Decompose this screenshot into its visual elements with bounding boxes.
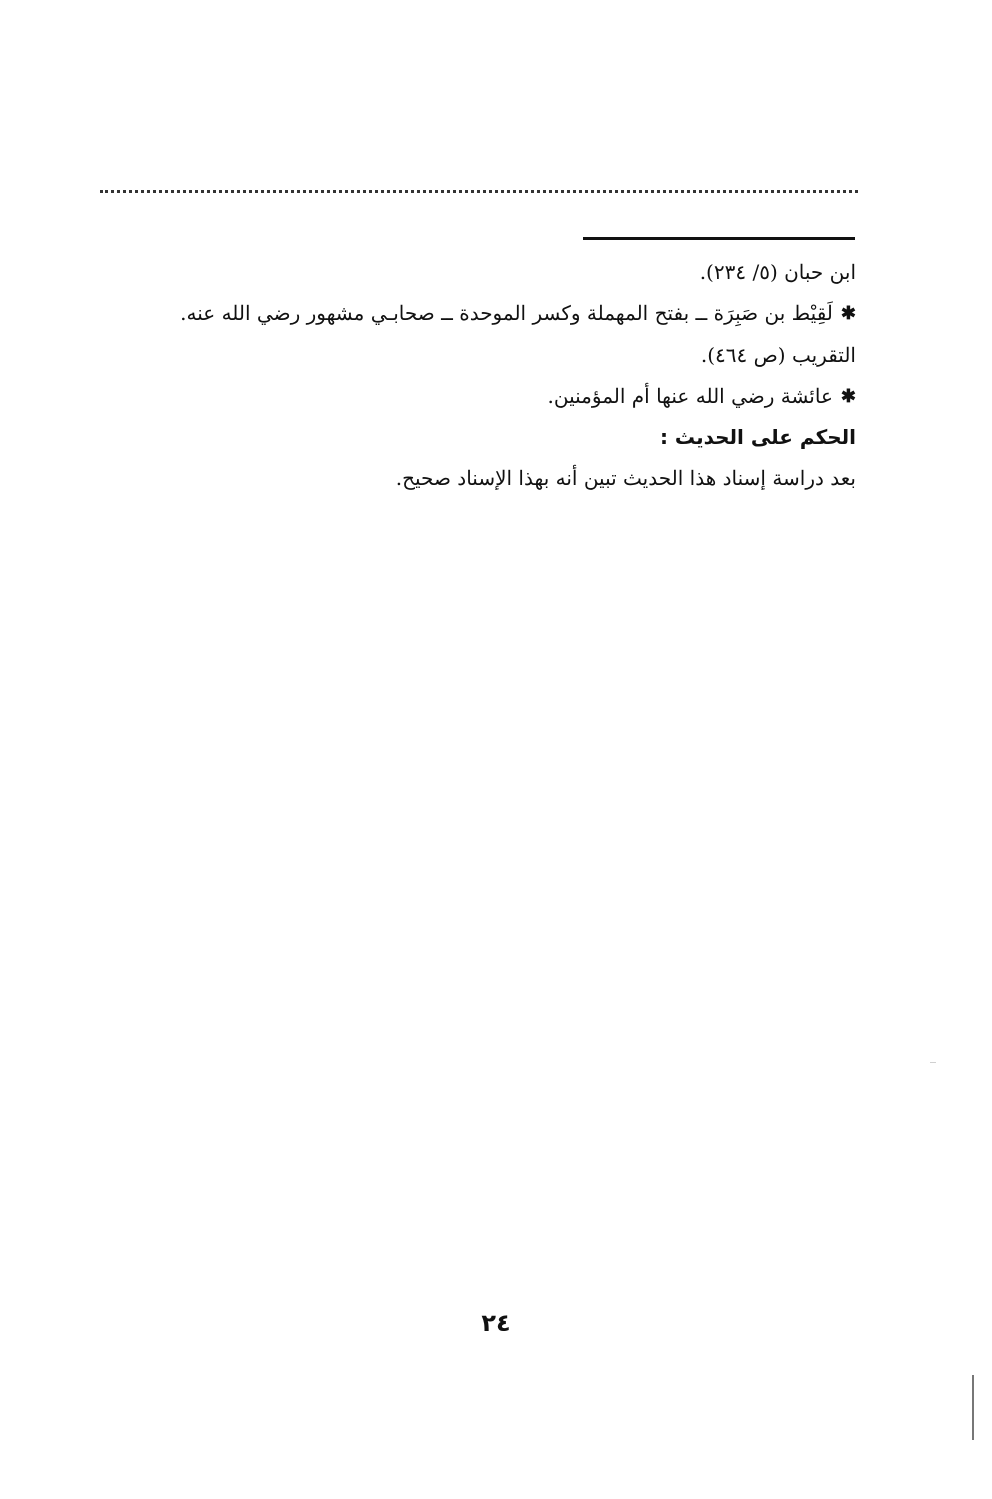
section-heading: الحكم على الحديث : xyxy=(659,425,856,450)
asterisk-icon: ✱ xyxy=(840,385,856,407)
asterisk-icon: ✱ xyxy=(840,303,856,324)
margin-line xyxy=(972,1375,974,1440)
bullet-text: لَقِيْط بن صَبِرَة ــ بفتح المهملة وكسر الموحدة ــ صحابـي مشهور رضي الله عنه. xyxy=(180,301,833,325)
footnote-rule xyxy=(583,237,855,240)
dotted-separator xyxy=(100,190,858,193)
bullet-item-laqit xyxy=(100,299,856,329)
document-body xyxy=(100,258,856,505)
ruling-text: بعد دراسة إسناد هذا الحديث تبين أنه بهذا الإسناد صحيح. xyxy=(395,466,856,491)
scan-artifact-mark xyxy=(930,1062,936,1063)
bullet-text: عائشة رضي الله عنها أم المؤمنين. xyxy=(547,383,833,408)
page-number: ٢٤ xyxy=(481,1309,511,1337)
citation-ibn-hibban: ابن حبان (٥/ ٢٣٤). xyxy=(699,260,856,284)
bullet-item-aisha xyxy=(100,382,856,412)
citation-taqrib: التقريب (ص ٤٦٤). xyxy=(700,342,856,367)
